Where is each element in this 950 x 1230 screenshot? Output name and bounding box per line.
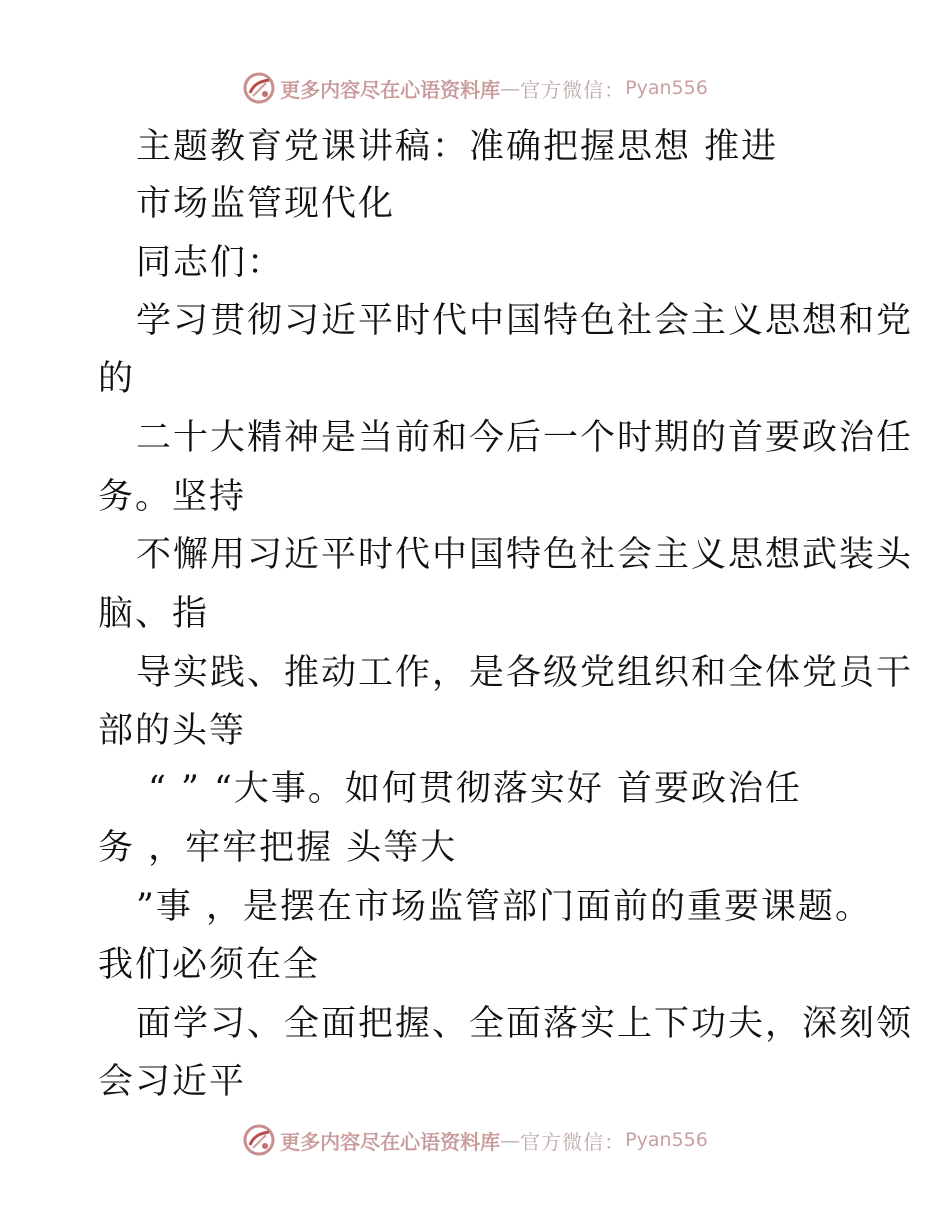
body-line: 二十大精神是当前和今后一个时期的首要政治任 [136, 418, 914, 458]
banner-separator: — [500, 76, 521, 100]
header-watermark-banner [0, 70, 950, 106]
body-line: 我们必须在全 [98, 945, 321, 985]
banner-site-text: 更多内容尽在心语资料库 [280, 1129, 501, 1154]
salutation: 同志们： [136, 243, 285, 283]
body-line: 会习近平 [98, 1062, 247, 1102]
body-line: 不懈用习近平时代中国特色社会主义思想武装头 [136, 535, 914, 575]
body-line: 务。坚持 [98, 477, 247, 517]
body-line: 导实践、推动工作，是各级党组织和全体党员干 [136, 653, 914, 693]
title-line-2: 市场监管现代化 [136, 184, 396, 224]
body-line: 的 [98, 359, 136, 399]
body-line: 学习贯彻习近平时代中国特色社会主义思想和党 [136, 301, 914, 341]
banner-wechat-label: 官方微信： [520, 77, 626, 102]
body-line: 脑、指 [98, 594, 210, 634]
body-line: “ ” “大事。如何贯彻落实好 首要政治任 [148, 769, 803, 809]
body-line: 面学习、全面把握、全面落实上下功夫，深刻领 [136, 1004, 914, 1044]
title-line-1: 主题教育党课讲稿：准确把握思想 推进 [136, 127, 779, 167]
banner-account: Pyan556 [625, 77, 708, 99]
banner-site-text: 更多内容尽在心语资料库 [280, 77, 501, 102]
body-line: ”事 ，是摆在市场监管部门面前的重要课题。 [136, 887, 873, 927]
footer-watermark-banner [0, 1122, 950, 1158]
seal-logo-icon [242, 71, 276, 105]
body-line: 务 ，牢牢把握 头等大 [98, 828, 458, 868]
banner-separator: — [500, 1128, 521, 1152]
banner-wechat-label: 官方微信： [520, 1129, 626, 1154]
body-line: 部的头等 [98, 711, 247, 751]
banner-account: Pyan556 [625, 1129, 708, 1151]
seal-logo-icon [242, 1123, 276, 1157]
